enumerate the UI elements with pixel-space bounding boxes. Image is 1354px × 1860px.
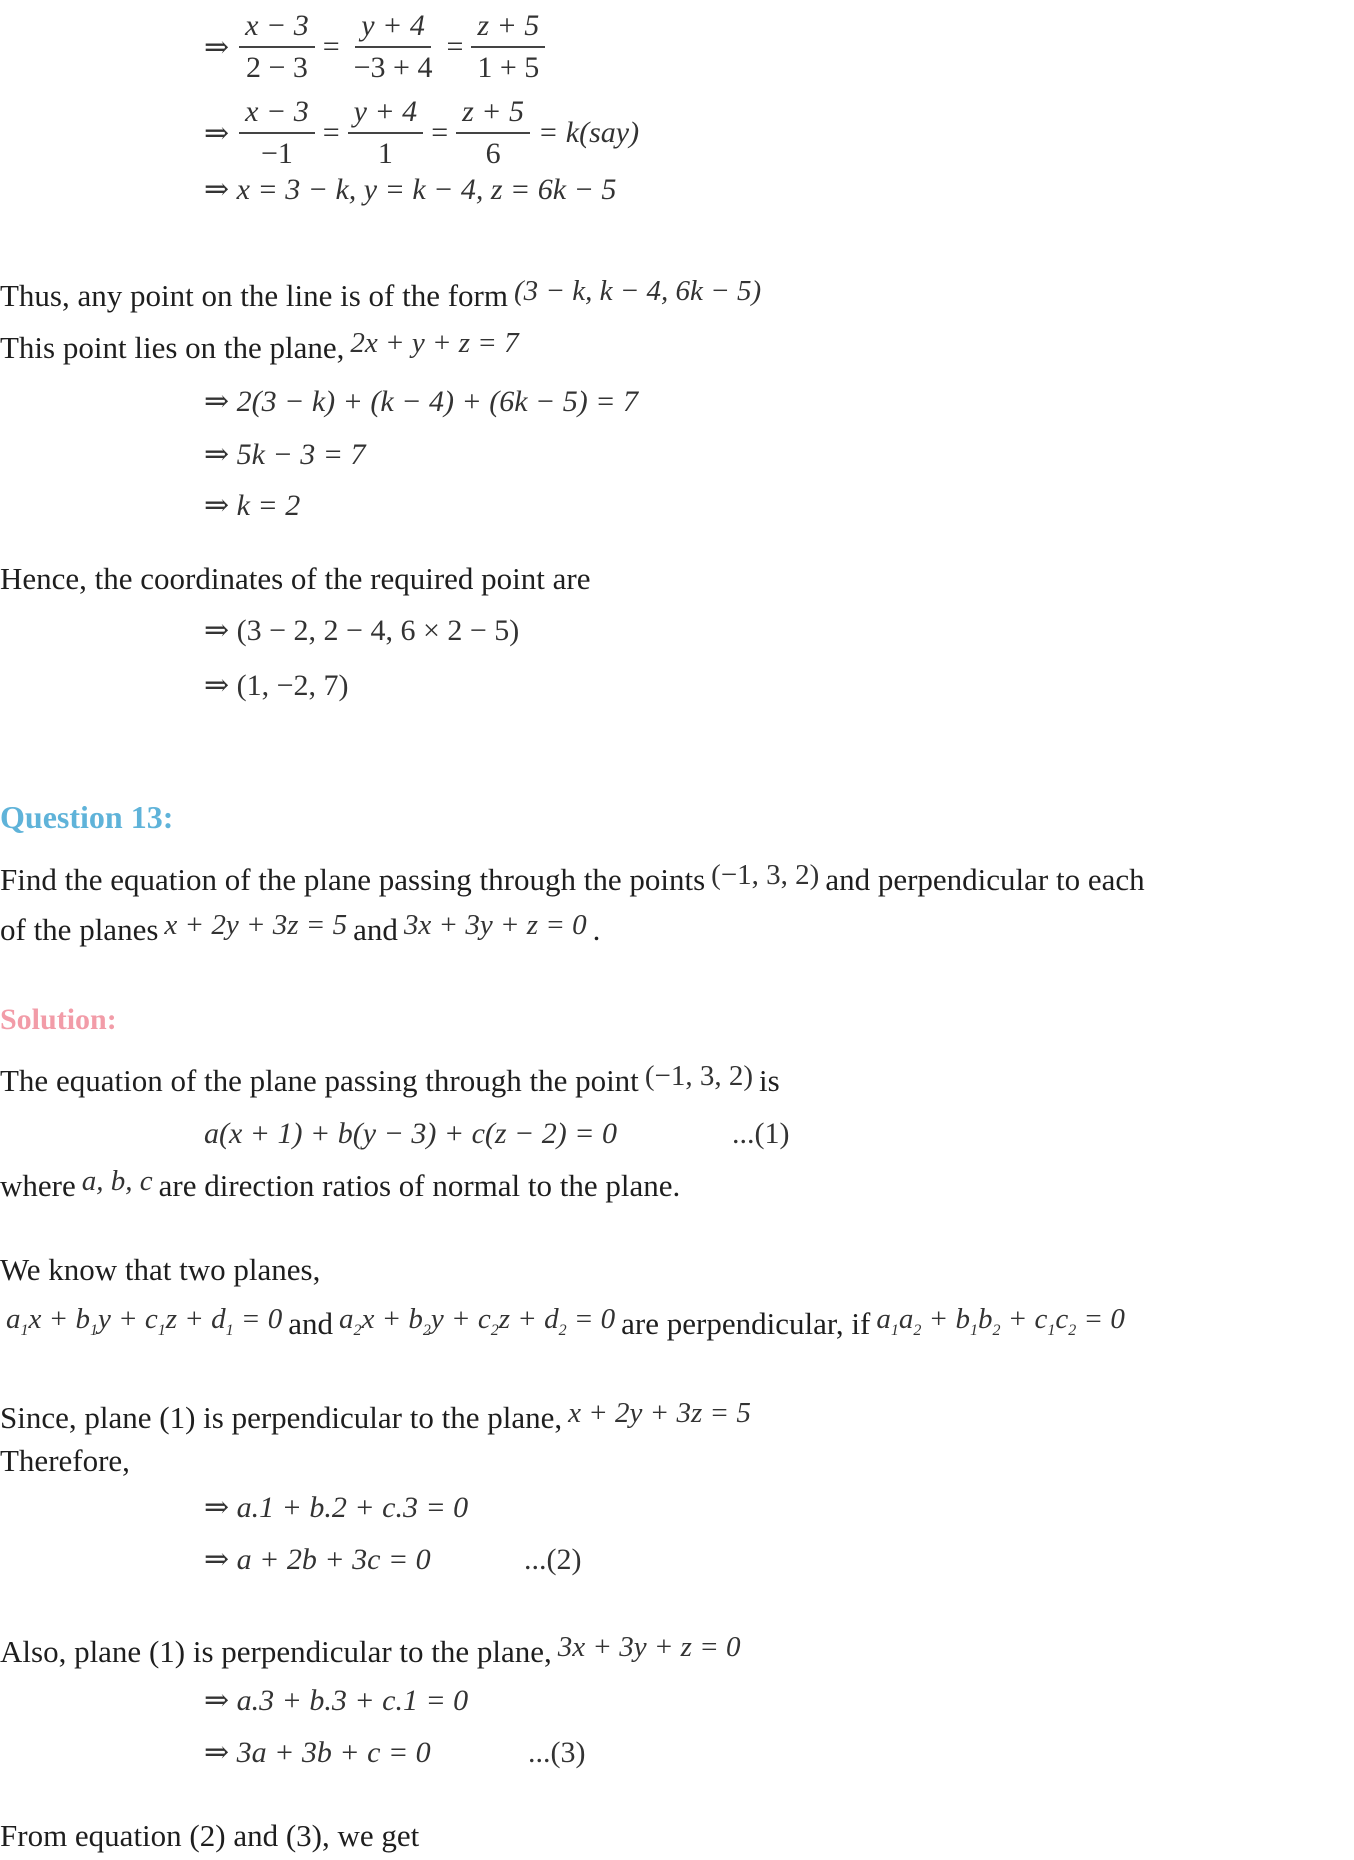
line-point-statement: Thus, any point on the line is of the form (3 − k, k − 4, 6k − 5) — [0, 275, 762, 313]
coordinates-step: ⇒ (3 − 2, 2 − 4, 6 × 2 − 5) — [204, 614, 520, 647]
know-statement: We know that two planes, — [0, 1252, 321, 1287]
coordinates-result: ⇒ (1, −2, 7) — [204, 669, 349, 702]
since-statement: Since, plane (1) is perpendicular to the plane, x + 2y + 3z = 5 — [0, 1397, 751, 1435]
general-plane-1: $a_1x + b_1y + c_1z + d_1 = 0$ — [6, 1303, 283, 1339]
fraction: $\frac{y + 4}{-3 + 4}$ — [353, 9, 433, 84]
fraction: $\frac{x - 3}{-1}$ — [239, 94, 315, 172]
step-2b: ⇒ a + 2b + 3c = 0 — [204, 1543, 431, 1576]
therefore-label: Therefore, — [0, 1443, 130, 1478]
point-expression: (−1, 3, 2) — [644, 1060, 753, 1092]
plane-equation-2: 3x + 3y + z = 0 — [403, 909, 587, 941]
parametric-equations: ⇒ x = 3 − k, y = k − 4, z = 6k − 5 — [204, 173, 617, 206]
question-line-1: Find the equation of the plane passing through the points (−1, 3, 2) and perpendicular to each — [0, 859, 1145, 897]
also-statement: Also, plane (1) is perpendicular to the plane, 3x + 3y + z = 0 — [0, 1631, 741, 1669]
step-substitute: ⇒ 2(3 − k) + (k − 4) + (6k − 5) = 7 — [204, 385, 638, 418]
step-2a: ⇒ a.1 + b.2 + c.3 = 0 — [204, 1491, 469, 1524]
question-line-2: of the planes x + 2y + 3z = 5 and 3x + 3y + z = 0 . — [0, 909, 601, 947]
perpendicular-condition: $a_1x + b_1y + c_1z + d_1 = 0$ and $a_2x + b_2y + c_2z + d_2 = 0$ are perpendicular, if $a_1a_2 + b_1b_2 + c_1c_2 = 0$ — [6, 1303, 1125, 1341]
step-simplify: ⇒ 5k − 3 = 7 — [204, 438, 366, 471]
step-3b: ⇒ 3a + 3b + c = 0 — [204, 1736, 431, 1769]
step-3a: ⇒ a.3 + b.3 + c.1 = 0 — [204, 1684, 469, 1717]
plane-equation-1: x + 2y + 3z = 5 — [568, 1397, 751, 1429]
fraction: $\frac{z + 5}{1 + 5}$ — [471, 8, 545, 86]
equation-tag-1: ...(1) — [732, 1117, 790, 1150]
point-expression: (3 − k, k − 4, 6k − 5) — [513, 275, 762, 307]
where-statement: where a, b, c are direction ratios of normal to the plane. — [0, 1165, 681, 1203]
solution-intro: The equation of the plane passing through the point (−1, 3, 2) is — [0, 1060, 780, 1098]
fraction: $\frac{y + 4}{1}$ — [348, 94, 424, 172]
question-heading: Question 13: — [0, 799, 174, 835]
fraction: $\frac{z + 5}{6}$ — [456, 94, 530, 172]
from-statement: From equation (2) and (3), we get — [0, 1818, 420, 1853]
plane-equation-1: x + 2y + 3z = 5 — [164, 909, 348, 941]
equation-1: a(x + 1) + b(y − 3) + c(z − 2) = 0 — [204, 1117, 618, 1150]
plane-point-statement: This point lies on the plane, 2x + y + z = 7 — [0, 327, 519, 365]
implies-arrow: ⇒ — [204, 116, 230, 150]
equation-tag-3: ...(3) — [528, 1736, 586, 1769]
point-expression: (−1, 3, 2) — [711, 859, 820, 891]
hence-statement: Hence, the coordinates of the required point are — [0, 561, 591, 596]
general-plane-2: $a_2x + b_2y + c_2z + d_2 = 0$ — [338, 1303, 616, 1339]
equation-tag-2: ...(2) — [524, 1543, 582, 1576]
plane-equation: 2x + y + z = 7 — [350, 327, 519, 359]
fraction: $\frac{x - 3}{2 - 3}$ — [239, 8, 315, 86]
plane-equation-2: 3x + 3y + z = 0 — [557, 1631, 741, 1663]
solution-heading: Solution: — [0, 1003, 117, 1036]
direction-ratios: a, b, c — [81, 1165, 153, 1197]
fraction-row-1: ⇒ $\frac{x - 3}{2 - 3}$ = $\frac{y + 4}{-3 + 4}$ = $\frac{z + 5}{1 + 5}$ — [204, 8, 549, 86]
step-k-value: ⇒ k = 2 — [204, 489, 301, 522]
fraction-row-2: ⇒ $\frac{x - 3}{-1}$ = $\frac{y + 4}{1}$ = $\frac{z + 5}{6}$ = k(say) — [204, 95, 640, 170]
perpendicular-formula: $a_1a_2 + b_1b_2 + c_1c_2 = 0$ — [876, 1303, 1125, 1339]
implies-arrow: ⇒ — [204, 30, 230, 64]
